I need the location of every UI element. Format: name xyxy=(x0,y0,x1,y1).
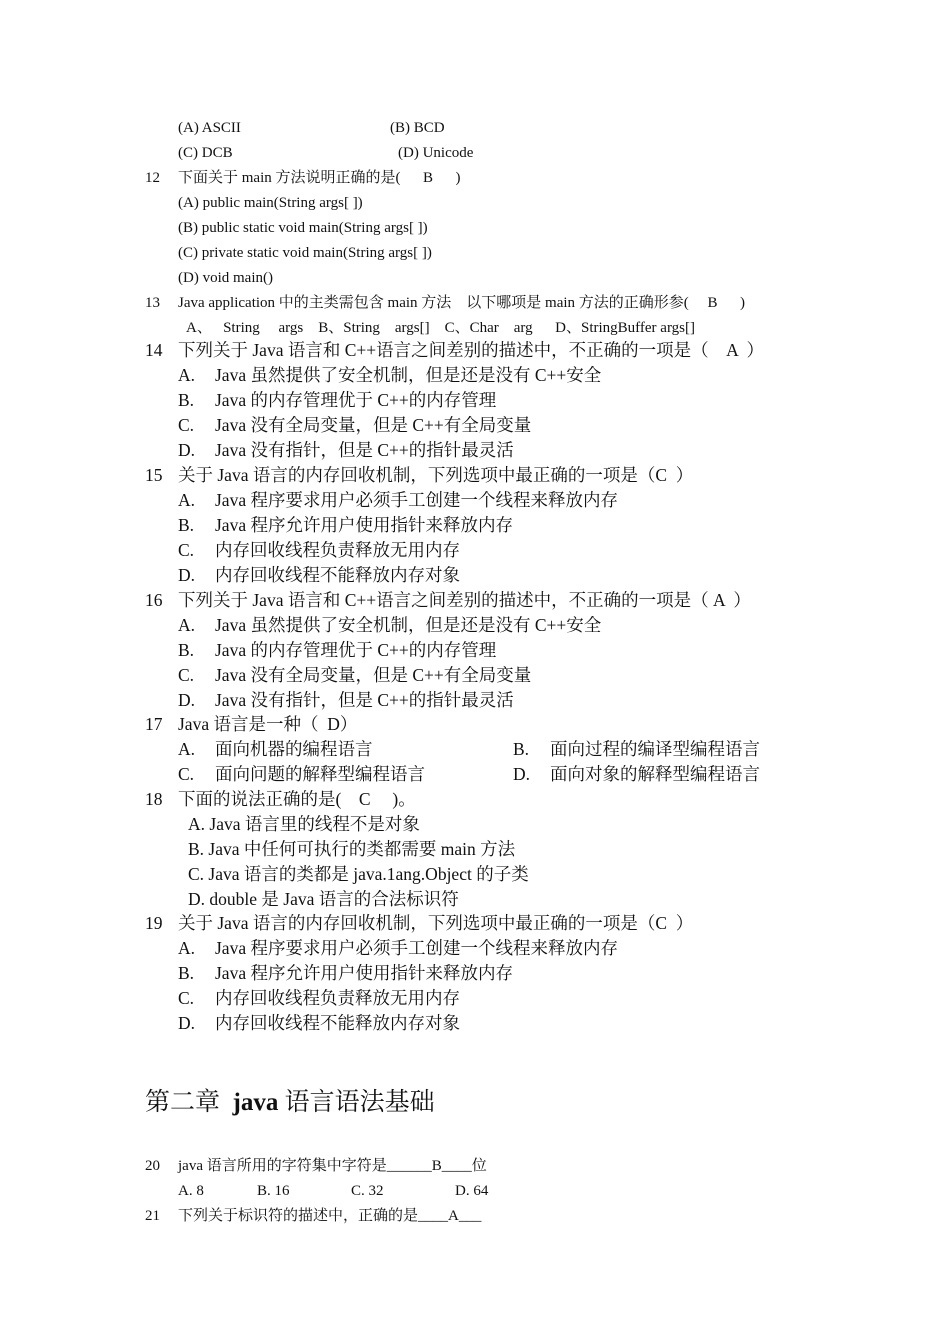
question-number: 16 xyxy=(145,590,163,610)
option-letter: B. xyxy=(513,739,530,759)
option-c: (C) private static void main(String args[ ]) xyxy=(178,245,432,261)
option-text: 内存回收线程不能释放内存对象 xyxy=(215,565,460,585)
option-text: Java 的内存管理优于 C++的内存管理 xyxy=(215,390,497,410)
option-letter: C. xyxy=(178,540,195,560)
option-c: C. Java 语言的类都是 java.1ang.Object 的子类 xyxy=(188,864,529,884)
option-b: B. 16 xyxy=(257,1183,290,1199)
option-letter: B. xyxy=(178,640,195,660)
option-a: (A) ASCII xyxy=(178,120,241,136)
option-text: Java 程序要求用户必须手工创建一个线程来释放内存 xyxy=(215,490,618,510)
option-letter: C. xyxy=(178,665,195,685)
option-d: (D) void main() xyxy=(178,270,273,286)
question-number: 15 xyxy=(145,465,163,485)
question-stem: 下面关于 main 方法说明正确的是( B ) xyxy=(178,170,461,186)
option-d: (D) Unicode xyxy=(398,145,474,161)
option-text: Java 虽然提供了安全机制，但是还是没有 C++安全 xyxy=(215,615,602,635)
option-b: (B) public static void main(String args[ ]) xyxy=(178,220,428,236)
question-number: 12 xyxy=(145,170,160,186)
question-stem: 关于 Java 语言的内存回收机制，下列选项中最正确的一项是（C ） xyxy=(178,465,694,485)
option-letter: B. xyxy=(178,963,195,983)
option-text: 内存回收线程负责释放无用内存 xyxy=(215,988,460,1008)
option-letter: D. xyxy=(178,565,196,585)
option-letter: D. xyxy=(513,764,531,784)
option-text: 面向对象的解释型编程语言 xyxy=(550,764,760,784)
option-text: Java 没有全局变量，但是 C++有全局变量 xyxy=(215,415,532,435)
question-stem: 下列关于 Java 语言和 C++语言之间差别的描述中，不正确的一项是（ A ） xyxy=(178,340,765,360)
chapter-heading-bold: java xyxy=(232,1089,279,1116)
options-line: A、 String args B、String args[] C、Char arg D、StringBuffer args[] xyxy=(186,320,695,336)
option-letter: A. xyxy=(178,938,196,958)
option-text: Java 程序要求用户必须手工创建一个线程来释放内存 xyxy=(215,938,618,958)
option-text: 内存回收线程负责释放无用内存 xyxy=(215,540,460,560)
question-number: 18 xyxy=(145,789,163,809)
option-text: Java 没有指针，但是 C++的指针最灵活 xyxy=(215,690,514,710)
option-c: (C) DCB xyxy=(178,145,233,161)
chapter-heading-suffix: 语言语法基础 xyxy=(278,1089,435,1116)
question-stem: java 语言所用的字符集中字符是______B____位 xyxy=(178,1158,487,1174)
question-stem: 关于 Java 语言的内存回收机制，下列选项中最正确的一项是（C ） xyxy=(178,913,694,933)
option-letter: B. xyxy=(178,515,195,535)
option-text: Java 没有全局变量，但是 C++有全局变量 xyxy=(215,665,532,685)
option-b: B. Java 中任何可执行的类都需要 main 方法 xyxy=(188,839,516,859)
question-number: 17 xyxy=(145,714,163,734)
option-letter: C. xyxy=(178,764,195,784)
option-text: 面向问题的解释型编程语言 xyxy=(215,764,425,784)
option-text: Java 程序允许用户使用指针来释放内存 xyxy=(215,515,513,535)
option-text: Java 的内存管理优于 C++的内存管理 xyxy=(215,640,497,660)
option-c: C. 32 xyxy=(351,1183,384,1199)
option-text: Java 程序允许用户使用指针来释放内存 xyxy=(215,963,513,983)
chapter-heading-prefix: 第二章 xyxy=(145,1089,233,1116)
option-a: A. Java 语言里的线程不是对象 xyxy=(188,814,420,834)
option-d: D. 64 xyxy=(455,1183,489,1199)
question-number: 19 xyxy=(145,913,163,933)
option-letter: C. xyxy=(178,988,195,1008)
question-stem: 下面的说法正确的是( C )。 xyxy=(178,789,416,809)
option-letter: A. xyxy=(178,490,196,510)
option-text: Java 虽然提供了安全机制，但是还是没有 C++安全 xyxy=(215,365,602,385)
question-number: 21 xyxy=(145,1208,160,1224)
option-letter: A. xyxy=(178,365,196,385)
question-stem: Java 语言是一种（ D） xyxy=(178,714,358,734)
option-letter: D. xyxy=(178,1013,196,1033)
option-b: (B) BCD xyxy=(390,120,445,136)
option-text: Java 没有指针，但是 C++的指针最灵活 xyxy=(215,440,514,460)
question-stem: 下列关于 Java 语言和 C++语言之间差别的描述中，不正确的一项是（ A ） xyxy=(178,590,751,610)
chapter-heading xyxy=(145,1090,435,1115)
option-letter: A. xyxy=(178,739,196,759)
option-letter: C. xyxy=(178,415,195,435)
option-letter: A. xyxy=(178,615,196,635)
option-letter: D. xyxy=(178,690,196,710)
option-a: (A) public main(String args[ ]) xyxy=(178,195,363,211)
option-letter: D. xyxy=(178,440,196,460)
option-text: 内存回收线程不能释放内存对象 xyxy=(215,1013,460,1033)
question-number: 13 xyxy=(145,295,160,311)
option-a: A. 8 xyxy=(178,1183,204,1199)
question-stem: Java application 中的主类需包含 main 方法 以下哪项是 main 方法的正确形参( B ) xyxy=(178,295,746,311)
question-stem: 下列关于标识符的描述中，正确的是____A___ xyxy=(178,1208,482,1224)
question-number: 14 xyxy=(145,340,163,360)
question-number: 20 xyxy=(145,1158,160,1174)
option-d: D. double 是 Java 语言的合法标识符 xyxy=(188,889,459,909)
option-letter: B. xyxy=(178,390,195,410)
option-text: 面向过程的编译型编程语言 xyxy=(550,739,760,759)
option-text: 面向机器的编程语言 xyxy=(215,739,373,759)
